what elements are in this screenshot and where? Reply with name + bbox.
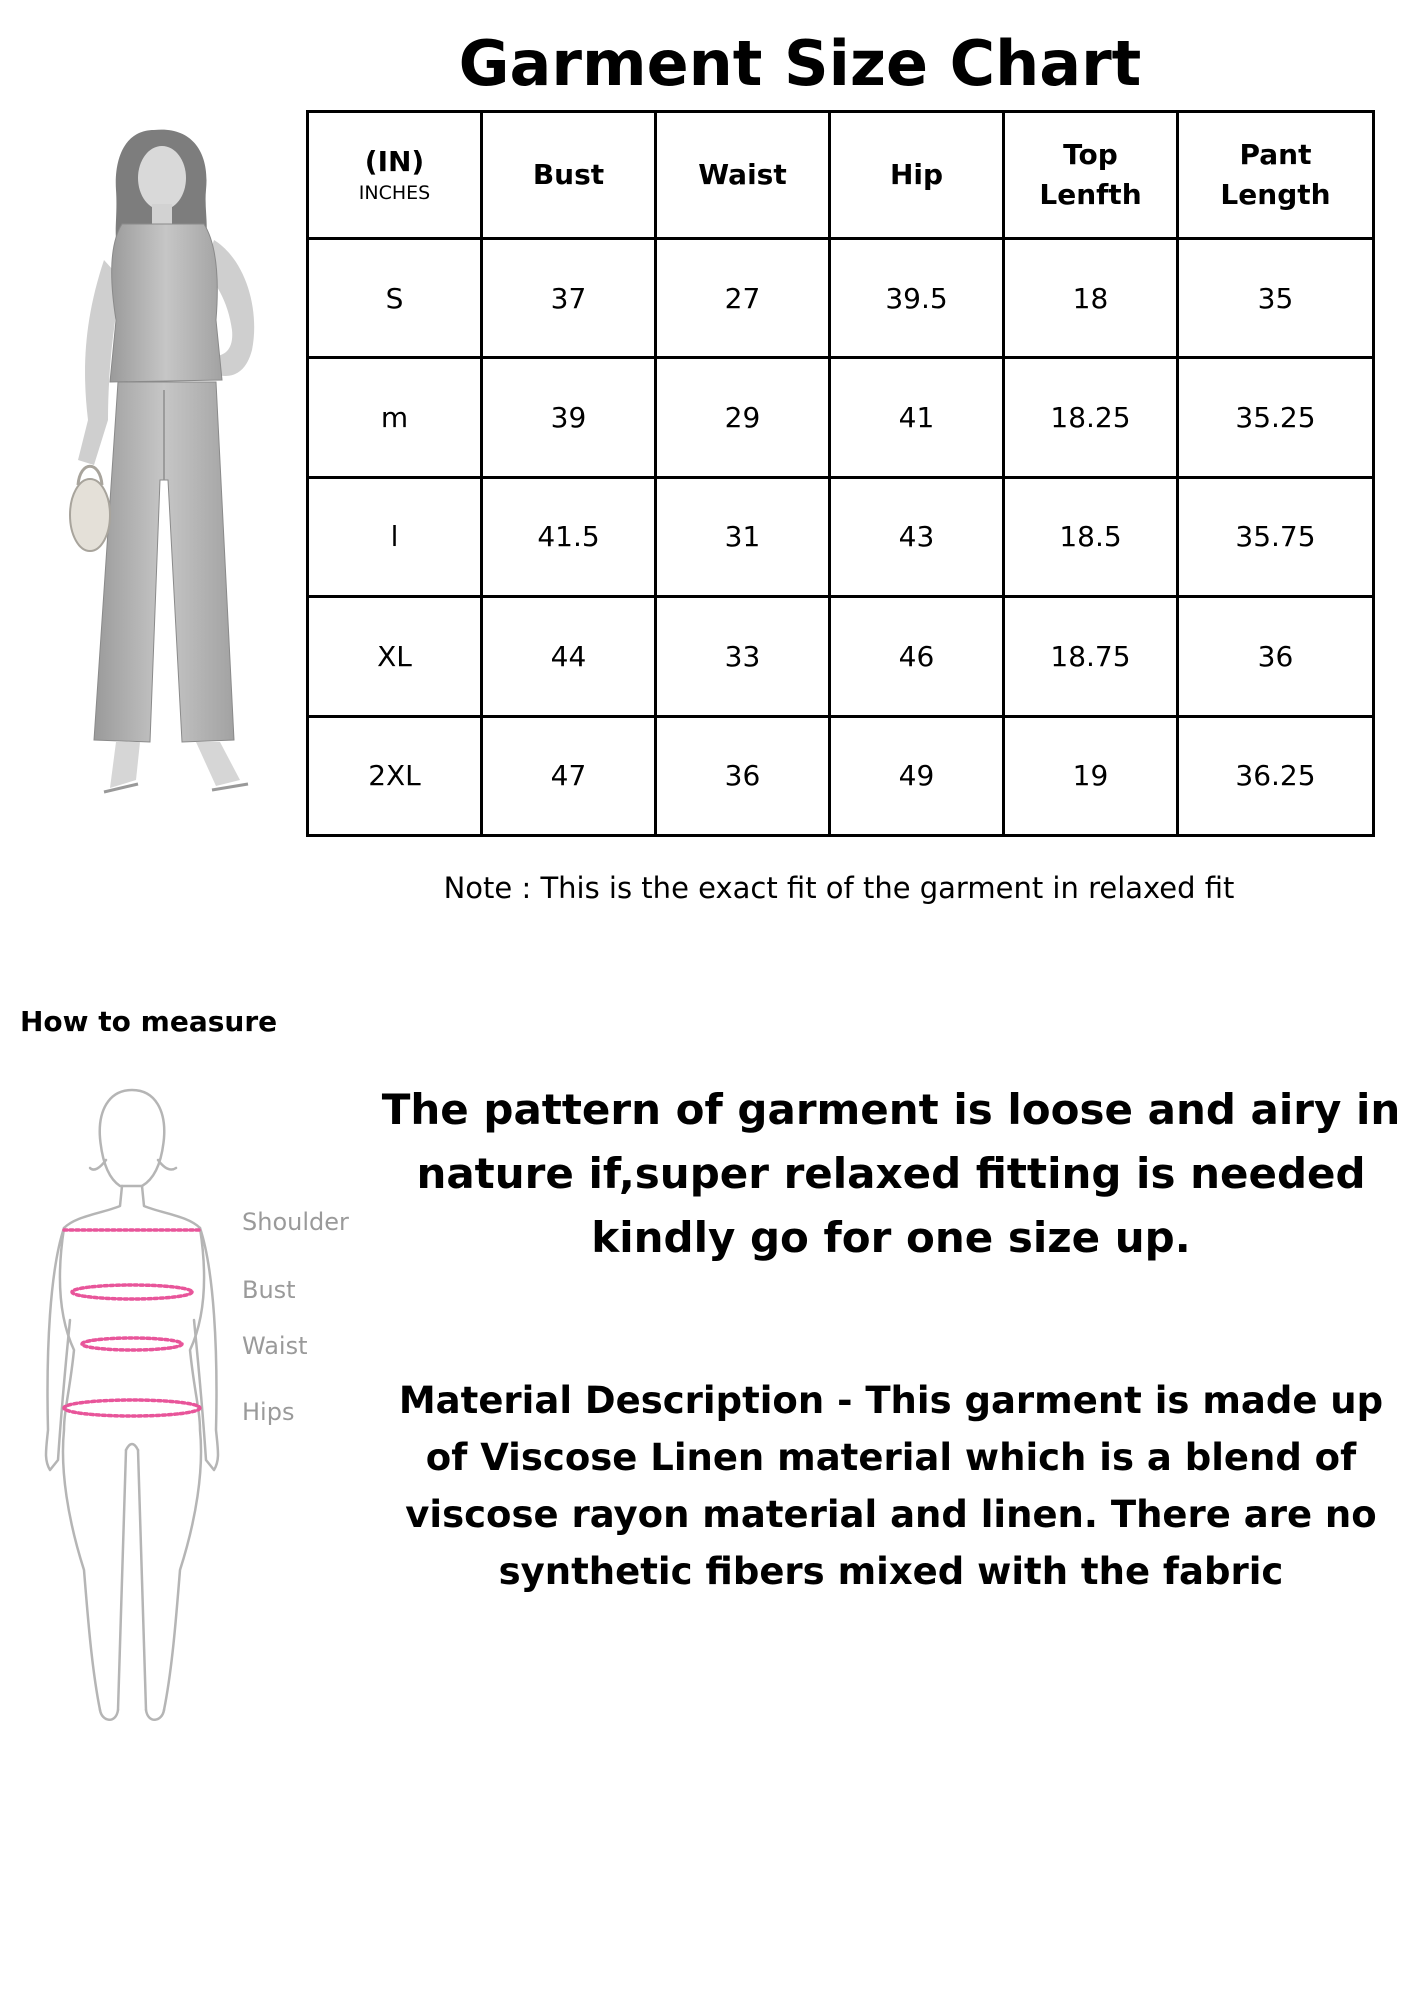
cell-hip: 41 [830,358,1004,477]
model-bag [70,479,110,551]
header-waist: Waist [656,112,830,239]
fit-note: Note : This is the exact fit of the garment in relaxed fit [443,871,1235,905]
cell-waist: 29 [656,358,830,477]
body-measurement-figure [20,1050,370,1740]
header-pant-length: Pant Length [1178,112,1374,239]
measurement-lines [64,1230,200,1416]
cell-pant-length: 35 [1178,239,1374,358]
cell-size: XL [308,597,482,716]
hips-measure-line [64,1400,200,1416]
cell-size: S [308,239,482,358]
page-title: Garment Size Chart [458,27,1142,100]
cell-size: 2XL [308,716,482,835]
label-hips: Hips [242,1398,295,1426]
table-row [308,358,1374,477]
cell-bust: 37 [482,239,656,358]
table-row [308,716,1374,835]
cell-pant-length: 35.75 [1178,477,1374,596]
label-waist: Waist [242,1332,308,1360]
cell-hip: 46 [830,597,1004,716]
cell-pant-length: 35.25 [1178,358,1374,477]
waist-measure-line [82,1338,182,1350]
cell-bust: 41.5 [482,477,656,596]
cell-pant-length: 36.25 [1178,716,1374,835]
model-right-foot [196,742,240,786]
cell-top-length: 18.25 [1004,358,1178,477]
cell-top-length: 19 [1004,716,1178,835]
cell-top-length: 18.5 [1004,477,1178,596]
cell-pant-length: 36 [1178,597,1374,716]
header-unit-sub: INCHES [358,182,431,204]
cell-size: l [308,477,482,596]
header-bust: Bust [482,112,656,239]
table-row [308,477,1374,596]
header-unit-label: (IN) [364,145,425,178]
material-description: Material Description - This garment is made up of Viscose Linen material which is a blend of viscose rayon material and linen. There are no synthetic fibers mixed with the fabric [398,1379,1384,1593]
header-top-length: Top Lenfth [1004,112,1178,239]
header-hip: Hip [830,112,1004,239]
cell-size: m [308,358,482,477]
table-row [308,597,1374,716]
model-top [110,224,222,382]
table-row [308,239,1374,358]
fit-description: The pattern of garment is loose and airy in nature if,super relaxed fitting is needed kindly go for one size up. [381,1085,1401,1262]
cell-waist: 36 [656,716,830,835]
model-photo [64,120,304,835]
cell-top-length: 18.75 [1004,597,1178,716]
model-left-foot [110,742,140,788]
cell-bust: 44 [482,597,656,716]
cell-top-length: 18 [1004,239,1178,358]
cell-waist: 27 [656,239,830,358]
header-unit [308,112,482,239]
label-bust: Bust [242,1276,296,1304]
how-to-measure-heading: How to measure [20,1005,278,1038]
cell-bust: 39 [482,358,656,477]
cell-hip: 49 [830,716,1004,835]
bust-measure-line [72,1285,192,1299]
label-shoulder: Shoulder [242,1208,349,1236]
cell-hip: 43 [830,477,1004,596]
cell-hip: 39.5 [830,239,1004,358]
size-chart-table [306,110,1375,837]
cell-waist: 31 [656,477,830,596]
cell-waist: 33 [656,597,830,716]
model-face [138,146,186,210]
table-header-row [308,112,1374,239]
figure-head [100,1090,164,1186]
cell-bust: 47 [482,716,656,835]
